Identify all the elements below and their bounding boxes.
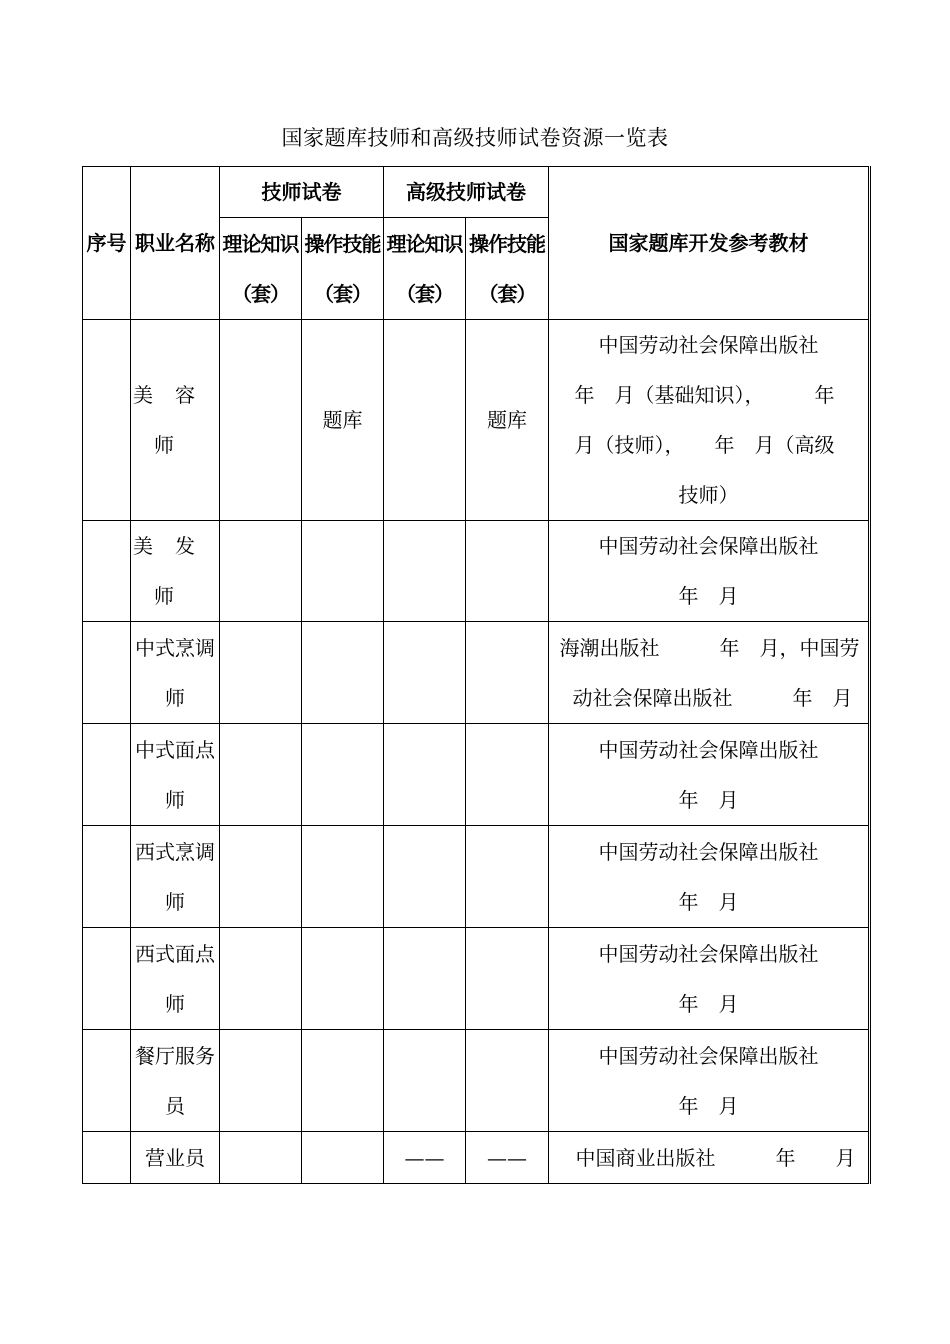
seq-cell	[83, 320, 131, 521]
reference-line: 年 月	[678, 1093, 739, 1118]
tech-skill-cell	[302, 521, 384, 622]
header-senior-theory: 理论知识（套）	[384, 218, 466, 320]
tech-theory-cell	[220, 1132, 302, 1184]
tech-theory-cell	[220, 1030, 302, 1132]
tech-theory-cell	[220, 724, 302, 826]
senior-skill-cell	[466, 521, 549, 622]
senior-skill-cell	[466, 826, 549, 928]
reference-cell	[549, 724, 870, 826]
table-row	[83, 928, 870, 1030]
tech-skill-cell	[302, 1132, 384, 1184]
senior-theory-cell	[384, 928, 466, 1030]
seq-cell	[83, 1030, 131, 1132]
reference-cell	[549, 622, 870, 724]
senior-theory-cell	[384, 826, 466, 928]
reference-cell	[549, 826, 870, 928]
seq-cell	[83, 622, 131, 724]
reference-line: 动社会保障出版社 年 月	[572, 685, 853, 710]
reference-line: 中国劳动社会保障出版社	[598, 534, 819, 558]
senior-skill-cell: 题库	[466, 320, 549, 521]
tech-skill-cell	[302, 724, 384, 826]
reference-line: 中国劳动社会保障出版社	[598, 737, 819, 762]
senior-skill-cell	[466, 1030, 549, 1132]
reference-line: 海潮出版社 年 月，中国劳	[559, 635, 860, 660]
header-tech-skill: 操作技能（套）	[302, 218, 384, 320]
occupation-cell: 营业员	[131, 1132, 220, 1184]
table-row	[83, 1132, 870, 1184]
header-row-1	[83, 167, 870, 218]
header-occupation: 职业名称	[131, 167, 220, 320]
reference-line: 年 月（基础知识）， 年	[574, 383, 835, 407]
header-technician: 技师试卷	[220, 167, 384, 218]
reference-line: 年 月	[678, 787, 739, 812]
occupation-cell: 中式烹调师	[131, 622, 220, 724]
reference-line: 月（技师）， 年 月（高级	[574, 433, 835, 457]
occupation-cell: 餐厅服务员	[131, 1030, 220, 1132]
table-row	[83, 521, 870, 622]
tech-theory-cell	[220, 928, 302, 1030]
senior-skill-cell: ——	[466, 1132, 549, 1184]
senior-skill-cell	[466, 622, 549, 724]
reference-cell	[549, 1132, 870, 1184]
header-tech-theory: 理论知识（套）	[220, 218, 302, 320]
reference-cell	[549, 1030, 870, 1132]
seq-cell	[83, 724, 131, 826]
reference-line: 年 月	[678, 584, 739, 608]
tech-skill-cell	[302, 622, 384, 724]
seq-cell	[83, 1132, 131, 1184]
reference-line: 中国劳动社会保障出版社	[598, 839, 819, 864]
resource-table	[82, 166, 871, 1184]
senior-skill-cell	[466, 928, 549, 1030]
reference-cell	[549, 320, 870, 521]
senior-theory-cell	[384, 622, 466, 724]
tech-theory-cell	[220, 320, 302, 521]
reference-cell	[549, 928, 870, 1030]
reference-cell	[549, 521, 870, 622]
seq-cell	[83, 928, 131, 1030]
tech-theory-cell	[220, 622, 302, 724]
tech-skill-cell	[302, 826, 384, 928]
table-row	[83, 320, 870, 521]
occupation-cell: 美容师	[131, 320, 220, 521]
tech-theory-cell	[220, 826, 302, 928]
header-reference: 国家题库开发参考教材	[549, 167, 870, 320]
reference-line: 中国劳动社会保障出版社	[598, 941, 819, 966]
reference-line: 中国商业出版社 年 月	[575, 1145, 856, 1170]
seq-cell	[83, 826, 131, 928]
senior-theory-cell	[384, 1030, 466, 1132]
tech-skill-cell	[302, 928, 384, 1030]
senior-theory-cell	[384, 320, 466, 521]
occupation-cell: 西式烹调师	[131, 826, 220, 928]
occupation-cell: 中式面点师	[131, 724, 220, 826]
senior-skill-cell	[466, 724, 549, 826]
table-row	[83, 622, 870, 724]
reference-line: 年 月	[678, 991, 739, 1016]
table-row	[83, 1030, 870, 1132]
header-seq: 序号	[83, 167, 131, 320]
table-row	[83, 826, 870, 928]
senior-theory-cell	[384, 724, 466, 826]
header-senior-skill: 操作技能（套）	[466, 218, 549, 320]
page-title: 国家题库技师和高级技师试卷资源一览表	[281, 126, 669, 150]
table-row	[83, 724, 870, 826]
reference-line: 中国劳动社会保障出版社	[598, 1043, 819, 1068]
reference-line: 技师）	[678, 483, 739, 507]
reference-line: 年 月	[678, 889, 739, 914]
senior-theory-cell	[384, 521, 466, 622]
tech-skill-cell	[302, 1030, 384, 1132]
header-senior: 高级技师试卷	[384, 167, 549, 218]
reference-line: 中国劳动社会保障出版社	[598, 333, 819, 357]
tech-theory-cell	[220, 521, 302, 622]
senior-theory-cell: ——	[384, 1132, 466, 1184]
occupation-cell: 西式面点师	[131, 928, 220, 1030]
occupation-cell: 美发师	[131, 521, 220, 622]
seq-cell	[83, 521, 131, 622]
tech-skill-cell: 题库	[302, 320, 384, 521]
